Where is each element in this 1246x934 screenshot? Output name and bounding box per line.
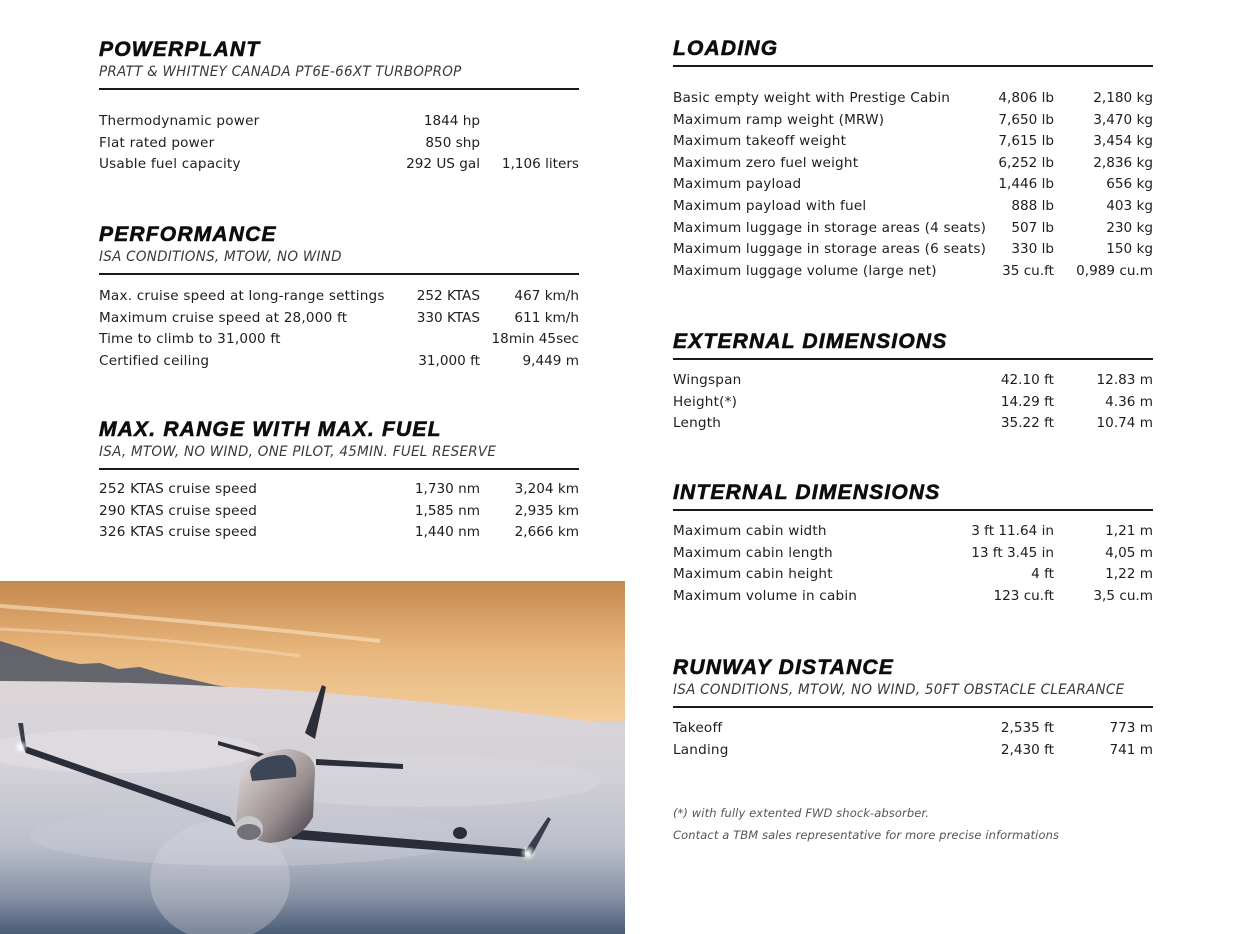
spec-value-metric: 230 kg	[1106, 219, 1153, 236]
spec-row	[99, 133, 579, 155]
spec-value-metric: 18min 45sec	[491, 331, 579, 348]
spec-value-imperial: 1844 hp	[423, 113, 480, 129]
spec-value-imperial: 888 lb	[1011, 197, 1054, 214]
max-range-section	[99, 418, 579, 544]
spec-value-imperial: 330 KTAS	[416, 309, 480, 326]
spec-row	[99, 286, 579, 308]
spec-label: Maximum luggage in storage areas (6 seats)	[673, 241, 987, 258]
spec-rows	[673, 521, 1153, 607]
spec-row	[673, 261, 1153, 283]
spec-row	[673, 196, 1153, 218]
spec-label: Wingspan	[673, 372, 742, 388]
spec-row	[673, 521, 1153, 543]
spec-rows	[99, 479, 579, 544]
spec-value-metric: 2,180 kg	[1093, 90, 1153, 106]
section-title: RUNWAY DISTANCE	[673, 656, 895, 679]
loading-section	[673, 37, 1153, 282]
spec-row	[673, 718, 1153, 740]
spec-row	[673, 88, 1153, 110]
spec-value-imperial: 6,252 lb	[998, 154, 1054, 171]
spec-value-metric: 10.74 m	[1096, 415, 1153, 432]
spec-value-metric: 741 m	[1109, 741, 1153, 758]
spec-value-metric: 3,454 kg	[1093, 133, 1153, 150]
spec-value-metric: 12.83 m	[1096, 372, 1153, 388]
spec-label: Maximum payload	[673, 176, 802, 193]
spec-value-metric: 1,106 liters	[501, 156, 579, 173]
spec-value-metric: 403 kg	[1106, 197, 1153, 214]
spec-label: Maximum ramp weight (MRW)	[673, 111, 885, 128]
spec-label: 326 KTAS cruise speed	[99, 524, 258, 541]
spec-label: Landing	[673, 741, 729, 758]
spec-row	[673, 153, 1153, 175]
spec-value-imperial: 292 US gal	[406, 156, 480, 173]
section-divider	[99, 88, 579, 90]
spec-value-metric: 2,666 km	[514, 524, 579, 541]
spec-value-metric: 3,204 km	[514, 481, 579, 497]
section-divider	[673, 65, 1153, 67]
spec-row	[673, 740, 1153, 762]
spec-value-imperial: 31,000 ft	[418, 352, 480, 369]
section-title: EXTERNAL DIMENSIONS	[673, 330, 948, 353]
spec-rows	[99, 286, 579, 372]
spec-row	[673, 392, 1153, 414]
spec-value-imperial: 4 ft	[1031, 566, 1054, 583]
spec-row	[99, 479, 579, 501]
spec-label: Maximum cabin width	[673, 523, 827, 539]
spec-value-metric: 773 m	[1109, 720, 1153, 736]
section-divider	[99, 273, 579, 275]
spec-value-metric: 467 km/h	[514, 288, 579, 304]
spec-rows	[99, 111, 579, 176]
spec-label: Usable fuel capacity	[99, 156, 241, 173]
spec-value-metric: 611 km/h	[514, 309, 579, 326]
spec-label: Basic empty weight with Prestige Cabin	[673, 90, 951, 106]
section-title: INTERNAL DIMENSIONS	[673, 481, 941, 504]
spec-value-imperial: 850 shp	[425, 134, 480, 151]
spec-value-metric: 4.36 m	[1105, 393, 1153, 410]
spec-value-metric: 9,449 m	[522, 352, 579, 369]
internal-dimensions-section	[673, 481, 1153, 607]
spec-label: Thermodynamic power	[99, 113, 260, 129]
performance-section	[99, 223, 579, 372]
section-title: LOADING	[673, 37, 779, 60]
spec-row	[99, 351, 579, 373]
spec-value-metric: 4,05 m	[1105, 544, 1153, 561]
spec-row	[673, 131, 1153, 153]
spec-row	[99, 111, 579, 133]
spec-value-imperial: 507 lb	[1011, 219, 1054, 236]
spec-value-imperial: 7,650 lb	[998, 111, 1054, 128]
spec-row	[99, 501, 579, 523]
spec-value-imperial: 3 ft 11.64 in	[971, 523, 1054, 539]
spec-label: Maximum takeoff weight	[673, 133, 847, 150]
spec-row	[673, 586, 1153, 608]
section-subtitle: ISA CONDITIONS, MTOW, NO WIND, 50FT OBSTACLE CLEARANCE	[673, 682, 1125, 698]
spec-row	[673, 174, 1153, 196]
spec-row	[673, 413, 1153, 435]
section-title: MAX. RANGE WITH MAX. FUEL	[99, 418, 442, 441]
spec-value-imperial: 35.22 ft	[1000, 415, 1054, 432]
spec-value-imperial: 2,430 ft	[1000, 741, 1054, 758]
spec-label: Maximum cabin height	[673, 566, 833, 583]
spec-value-imperial: 1,730 nm	[414, 481, 480, 497]
spec-value-metric: 656 kg	[1106, 176, 1153, 193]
spec-label: Length	[673, 415, 722, 432]
spec-row	[673, 564, 1153, 586]
spec-value-imperial: 42.10 ft	[1000, 372, 1054, 388]
section-subtitle: ISA CONDITIONS, MTOW, NO WIND	[99, 249, 342, 265]
section-divider	[673, 358, 1153, 360]
section-subtitle: PRATT & WHITNEY CANADA PT6E-66XT TURBOPROP	[99, 64, 462, 80]
spec-label: Maximum luggage in storage areas (4 seats)	[673, 219, 987, 236]
spec-row	[673, 218, 1153, 240]
spec-row	[99, 308, 579, 330]
spec-value-metric: 0,989 cu.m	[1076, 262, 1153, 279]
spec-label: Certified ceiling	[99, 352, 210, 369]
spec-label: Maximum zero fuel weight	[673, 154, 859, 171]
external-dimensions-section	[673, 330, 1153, 435]
spec-value-metric: 150 kg	[1106, 241, 1153, 258]
spec-value-imperial: 123 cu.ft	[993, 587, 1054, 604]
section-title: PERFORMANCE	[99, 223, 277, 246]
spec-value-metric: 3,5 cu.m	[1093, 587, 1153, 604]
runway-distance-section	[673, 656, 1153, 761]
spec-value-imperial: 330 lb	[1011, 241, 1054, 258]
spec-value-imperial: 4,806 lb	[998, 90, 1054, 106]
spec-value-imperial: 2,535 ft	[1000, 720, 1054, 736]
section-divider	[99, 468, 579, 470]
spec-value-metric: 2,836 kg	[1093, 154, 1153, 171]
spec-label: Maximum cabin length	[673, 544, 833, 561]
spec-row	[99, 522, 579, 544]
spec-row	[673, 543, 1153, 565]
spec-label: 252 KTAS cruise speed	[99, 481, 258, 497]
spec-row	[99, 154, 579, 176]
spec-rows	[673, 370, 1153, 435]
section-subtitle: ISA, MTOW, NO WIND, ONE PILOT, 45MIN. FUEL RESERVE	[99, 444, 497, 460]
spec-label: Height(*)	[673, 393, 738, 410]
spec-rows	[673, 718, 1153, 761]
spec-label: Time to climb to 31,000 ft	[99, 331, 281, 348]
footnote-shock-absorber: (*) with fully extented FWD shock-absorber.	[673, 806, 929, 820]
aircraft-photo	[0, 581, 625, 934]
spec-label: Maximum payload with fuel	[673, 197, 867, 214]
spec-label: Maximum cruise speed at 28,000 ft	[99, 309, 348, 326]
spec-label: 290 KTAS cruise speed	[99, 502, 258, 519]
section-divider	[673, 509, 1153, 511]
aircraft-illustration	[0, 581, 625, 934]
section-divider	[673, 706, 1153, 708]
powerplant-section	[99, 38, 579, 176]
spec-row	[673, 370, 1153, 392]
spec-value-imperial: 14.29 ft	[1000, 393, 1054, 410]
spec-value-metric: 1,21 m	[1105, 523, 1153, 539]
spec-label: Max. cruise speed at long-range settings	[99, 288, 385, 304]
spec-value-imperial: 7,615 lb	[998, 133, 1054, 150]
spec-value-imperial: 35 cu.ft	[1002, 262, 1054, 279]
spec-value-imperial: 1,585 nm	[414, 502, 480, 519]
footnote-contact-sales: Contact a TBM sales representative for more precise informations	[673, 828, 1060, 842]
spec-value-imperial: 252 KTAS	[416, 288, 480, 304]
section-title: POWERPLANT	[99, 38, 261, 61]
spec-row	[99, 329, 579, 351]
spec-label: Maximum luggage volume (large net)	[673, 262, 937, 279]
spec-row	[673, 110, 1153, 132]
spec-value-metric: 1,22 m	[1105, 566, 1153, 583]
spec-value-imperial: 13 ft 3.45 in	[971, 544, 1054, 561]
spec-label: Flat rated power	[99, 134, 215, 151]
spec-label: Takeoff	[673, 720, 723, 736]
spec-value-imperial: 1,440 nm	[414, 524, 480, 541]
spec-label: Maximum volume in cabin	[673, 587, 858, 604]
spec-value-metric: 3,470 kg	[1093, 111, 1153, 128]
spec-rows	[673, 88, 1153, 282]
spec-row	[673, 239, 1153, 261]
spec-value-metric: 2,935 km	[514, 502, 579, 519]
spec-value-imperial: 1,446 lb	[998, 176, 1054, 193]
